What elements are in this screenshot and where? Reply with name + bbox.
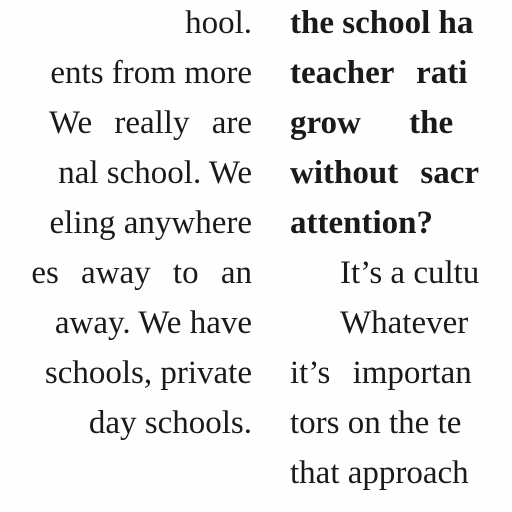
left-column: [0, 0, 252, 512]
body-text-line: We really are: [48, 105, 252, 141]
question-line: the school ha: [290, 5, 474, 41]
body-text-line: tors on the te: [290, 405, 462, 441]
body-text-line: hool.: [185, 5, 252, 41]
body-text-line: es away to an: [31, 255, 252, 291]
question-line: attention?: [290, 205, 433, 241]
body-text-line: day schools.: [88, 405, 252, 441]
body-text-line: schools, private: [44, 355, 252, 391]
body-text-line: it’s importan: [290, 355, 472, 391]
question-line: without sacr: [290, 155, 480, 191]
body-text-line: It’s a cultu: [340, 255, 480, 291]
right-column: [290, 0, 512, 512]
body-text-line: nal school. We: [58, 155, 252, 191]
body-text-line: Whatever: [340, 305, 469, 341]
body-text-line: that approach: [290, 455, 469, 491]
question-line: teacher rati: [290, 55, 468, 91]
body-text-line: away. We have: [54, 305, 252, 341]
question-line: grow the: [290, 105, 454, 141]
body-text-line: eling anywhere: [49, 205, 252, 241]
body-text-line: ents from more: [50, 55, 252, 91]
